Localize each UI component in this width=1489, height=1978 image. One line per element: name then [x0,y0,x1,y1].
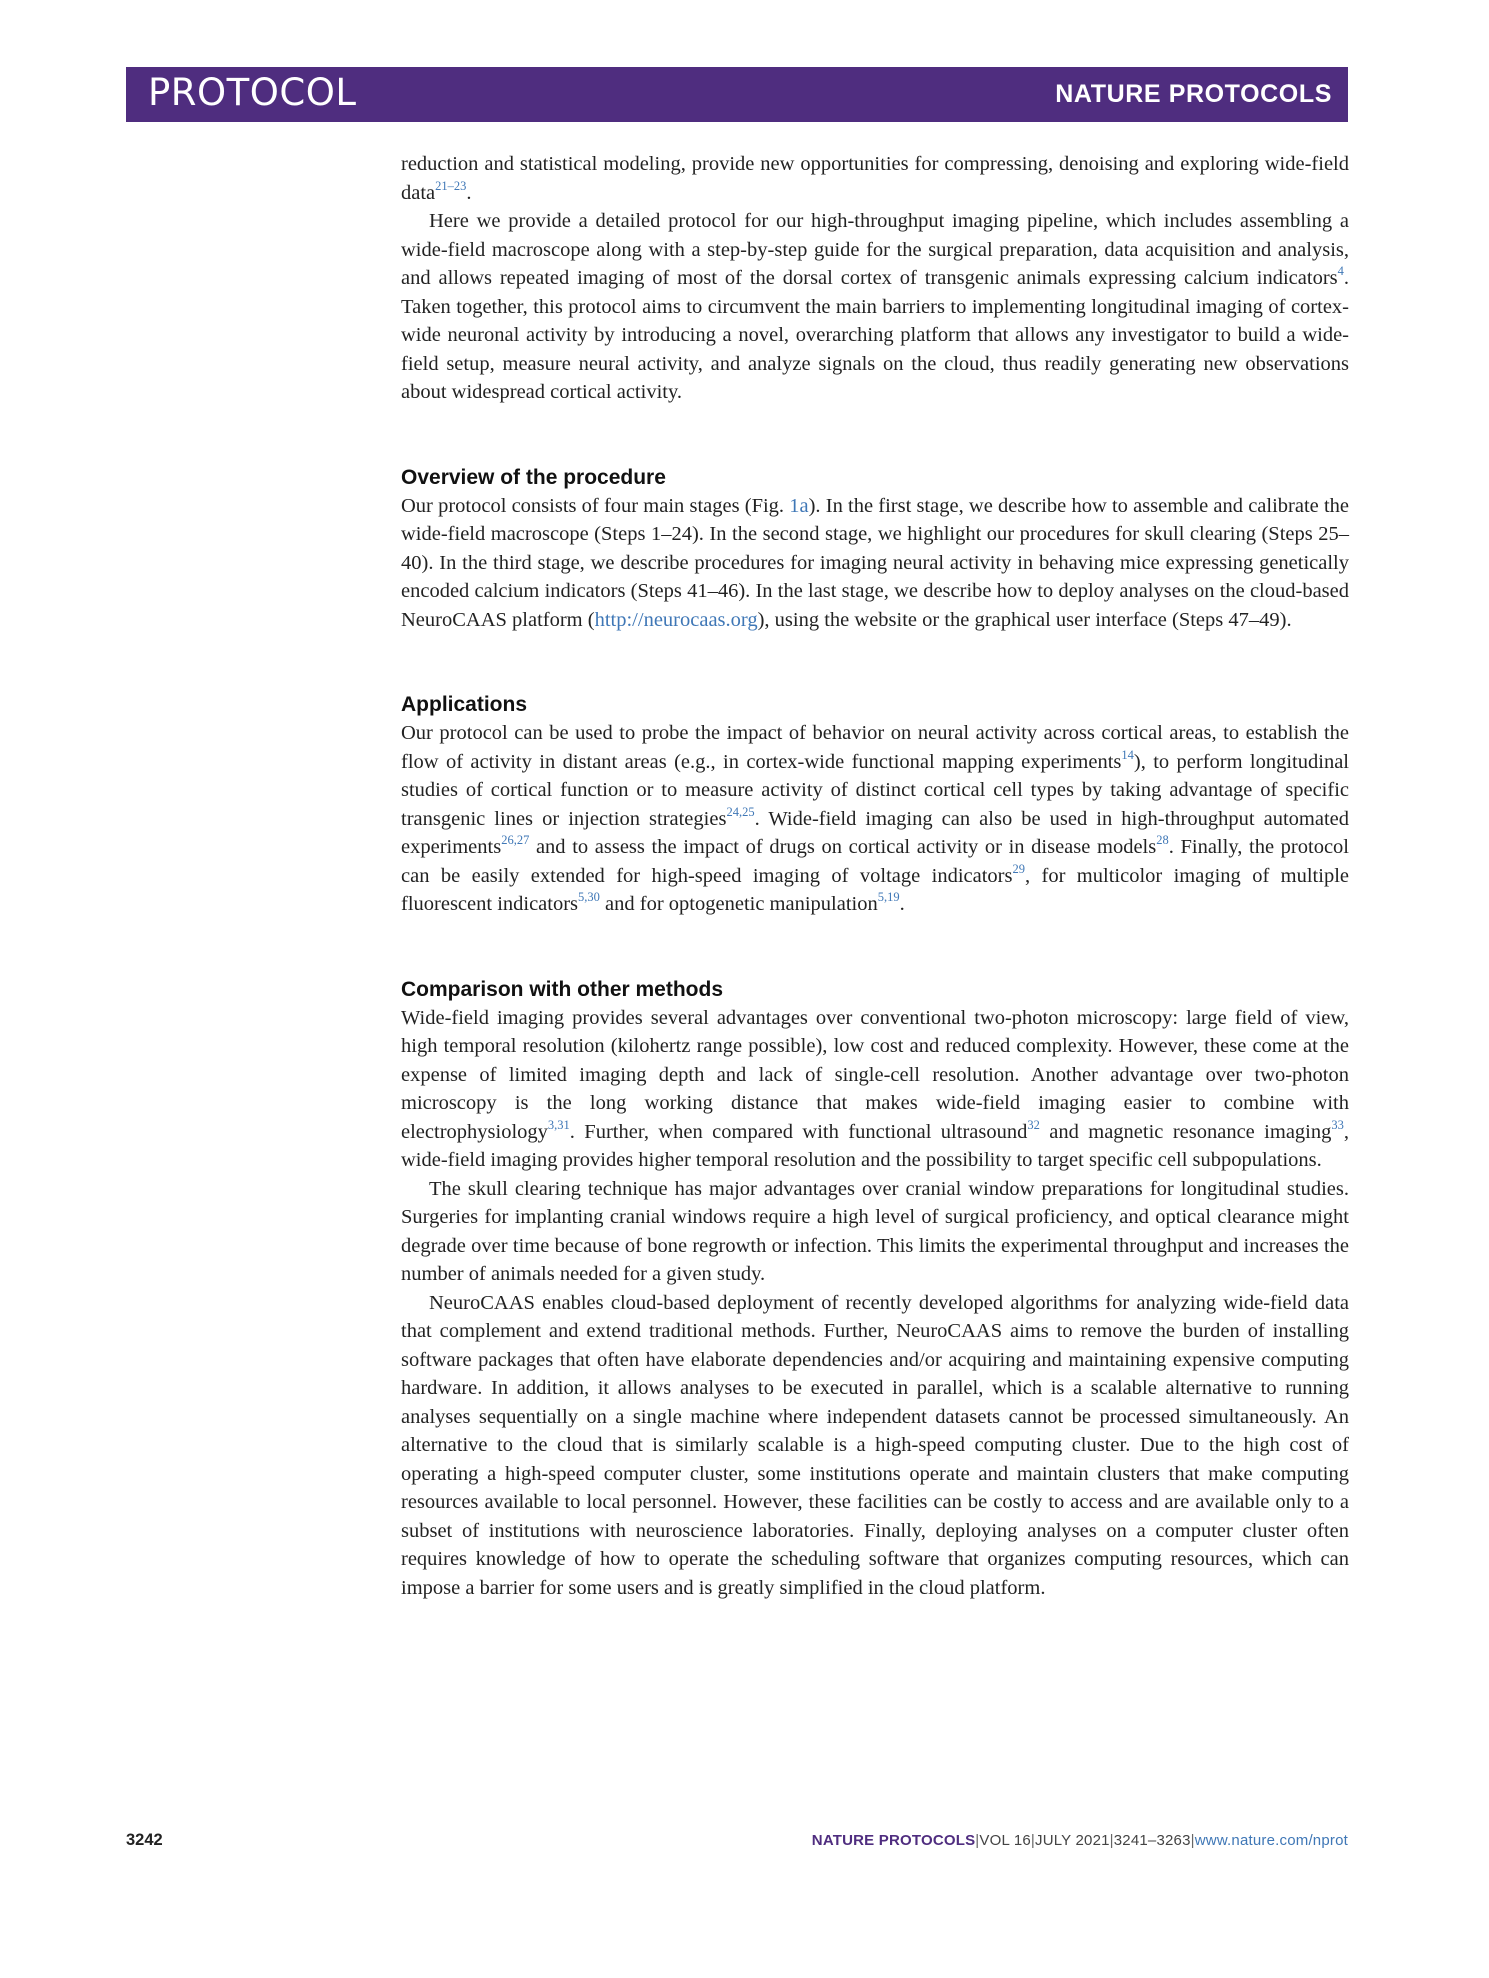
section-spacer [401,407,1349,464]
footer-pages: 3241–3263 [1113,1832,1191,1849]
citation-28[interactable]: 28 [1156,833,1169,847]
section-label: PROTOCOL [148,71,357,114]
intro-p1-text: reduction and statistical modeling, provide new opportunities for compressing, denoising and exploring wide-field data [401,153,1349,204]
footer-separator: | [1030,1832,1036,1849]
applications-paragraph [401,719,1349,919]
comparison-p1-text-3: and magnetic resonance imaging [1039,1120,1332,1143]
applications-text-8: . [899,893,905,915]
citation-33[interactable]: 33 [1331,1117,1344,1132]
citation-5-19[interactable]: 5,19 [877,890,900,904]
footer-journal: NATURE PROTOCOLS [811,1832,976,1849]
comparison-paragraph-2: The skull clearing technique has major advantages over cranial window preparations for longitudinal studies. Surgeries for implanting cranial windows require a high level of surgical proficiency, and optical clearance might degrade over time because of bone regrowth or infection. This limits the experimental throughput and increases the number of animals needed for a given study. [401,1177,1349,1285]
applications-text-6: , for multicolor imaging of multiple fluorescent indicators [401,864,1349,915]
comparison-p1-text-4: , wide-field imaging provides higher temporal resolution and the possibility to target specific cell subpopulations. [401,1120,1349,1171]
comparison-p1-text-2: . Further, when compared with functional ultrasound [569,1120,1028,1143]
citation-21-23[interactable]: 21–23 [435,178,467,193]
applications-text-1: Our protocol can be used to probe the impact of behavior on neural activity across cortical areas, to establish the flow of activity in distant areas (e.g., in cortex-wide functional mapping experiments [401,722,1349,773]
section-spacer [401,634,1349,691]
footer-separator: | [975,1832,980,1849]
section-spacer [401,919,1349,976]
citation-4[interactable]: 4 [1337,264,1344,278]
citation-3-31[interactable]: 3,31 [547,1117,570,1132]
comparison-paragraph-1 [401,1004,1349,1175]
applications-text-5: . Finally, the protocol can be easily extended for high-speed imaging of voltage indicators [401,836,1349,887]
overview-paragraph [401,492,1349,635]
footer-separator: | [1190,1832,1195,1849]
overview-heading: Overview of the procedure [401,465,666,489]
comparison-heading: Comparison with other methods [401,977,724,1001]
citation-14[interactable]: 14 [1121,747,1134,762]
intro-paragraph-2 [401,207,1349,407]
overview-text-b: ). In the first stage, we describe how to assemble and calibrate the wide-field macroscope (Steps 1–24). In the second stage, we highlight our procedures for skull clearing (Steps 25–40). In the third stage, we describe procedures for imaging neural activity in behaving mice expressing genetically encoded calcium indicators (Steps 41–46). In the last stage, we describe how to deploy analyses on the cloud-based NeuroCAAS platform ( [401,494,1349,631]
intro-p1-end: . [466,181,472,204]
journal-label: NATURE PROTOCOLS [1055,80,1332,108]
applications-text-4: and to assess the impact of drugs on cortical activity or in disease models [529,836,1157,858]
neurocaas-link[interactable]: http://neurocaas.org [594,608,758,631]
overview-text-c: ), using the website or the graphical user interface (Steps 47–49). [757,608,1292,631]
article-body [401,150,1349,1602]
comparison-paragraph-3: NeuroCAAS enables cloud-based deployment of recently developed algorithms for analyzing wide-field data that complement and extend traditional methods. Further, NeuroCAAS aims to remove the burden of installing software packages that often have elaborate dependencies and/or acquiring and maintaining expensive computing hardware. In addition, it allows analyses to be executed in parallel, which is a scalable alternative to running analyses sequentially on a single machine where independent datasets cannot be processed simultaneously. An alternative to the cloud that is similarly scalable is a high-speed computing cluster. Due to the high cost of operating a high-speed computer cluster, some institutions operate and maintain clusters that make computing resources available to local personnel. However, these facilities can be costly to access and are available only to a subset of institutions with neuroscience laboratories. Finally, deploying analyses on a computer cluster often requires knowledge of how to operate the scheduling software that organizes computing resources, which can impose a barrier for some users and is greatly simplified in the cloud platform. [401,1291,1349,1599]
applications-text-3: . Wide-field imaging can also be used in high-throughput automated experiments [401,807,1349,858]
header-bar [126,67,1348,122]
citation-26-27[interactable]: 26,27 [501,833,530,847]
applications-heading: Applications [401,693,528,716]
citation-5-30[interactable]: 5,30 [578,890,600,904]
footer-volume: VOL 16 [979,1832,1031,1849]
overview-text-a: Our protocol consists of four main stages (Fig. [401,494,790,517]
citation-32[interactable]: 32 [1027,1117,1040,1132]
footer-citation [812,1832,1348,1849]
intro-paragraph-1 [401,150,1349,207]
footer-separator: | [1109,1832,1114,1849]
intro-p2-text-b: . Taken together, this protocol aims to circumvent the main barriers to implementing longitudinal imaging of cortex-wide neuronal activity by introducing a novel, overarching platform that allows any investigator to build a wide-field setup, measure neural activity, and analyze signals on the cloud, thus readily generating new observations about widespread cortical activity. [401,267,1349,403]
applications-text-2: ), to perform longitudinal studies of cortical function or to measure activity of distinct cortical cell types by taking advantage of specific transgenic lines or injection strategies [401,750,1349,830]
footer-date: JULY 2021 [1035,1832,1110,1849]
figure-1a-link[interactable]: 1a [789,494,809,517]
intro-p2-text-a: Here we provide a detailed protocol for our high-throughput imaging pipeline, which includes assembling a wide-field macroscope along with a step-by-step guide for the surgical preparation, data acquisition and analysis, and allows repeated imaging of most of the dorsal cortex of transgenic animals expressing calcium indicators [401,210,1349,289]
footer-url-link[interactable]: www.nature.com/nprot [1194,1832,1348,1849]
page-number: 3242 [126,1831,163,1849]
applications-text-7: and for optogenetic manipulation [599,893,878,915]
comparison-p1-text-1: Wide-field imaging provides several advantages over conventional two-photon microscopy: large field of view, high temporal resolution (kilohertz range possible), low cost and reduced complexity. However, these come at the expense of limited imaging depth and lack of single-cell resolution. Another advantage over two-photon microscopy is the long working distance that makes wide-field imaging easier to combine with electrophysiology [401,1006,1349,1143]
citation-29[interactable]: 29 [1012,861,1025,876]
citation-24-25[interactable]: 24,25 [726,804,755,819]
